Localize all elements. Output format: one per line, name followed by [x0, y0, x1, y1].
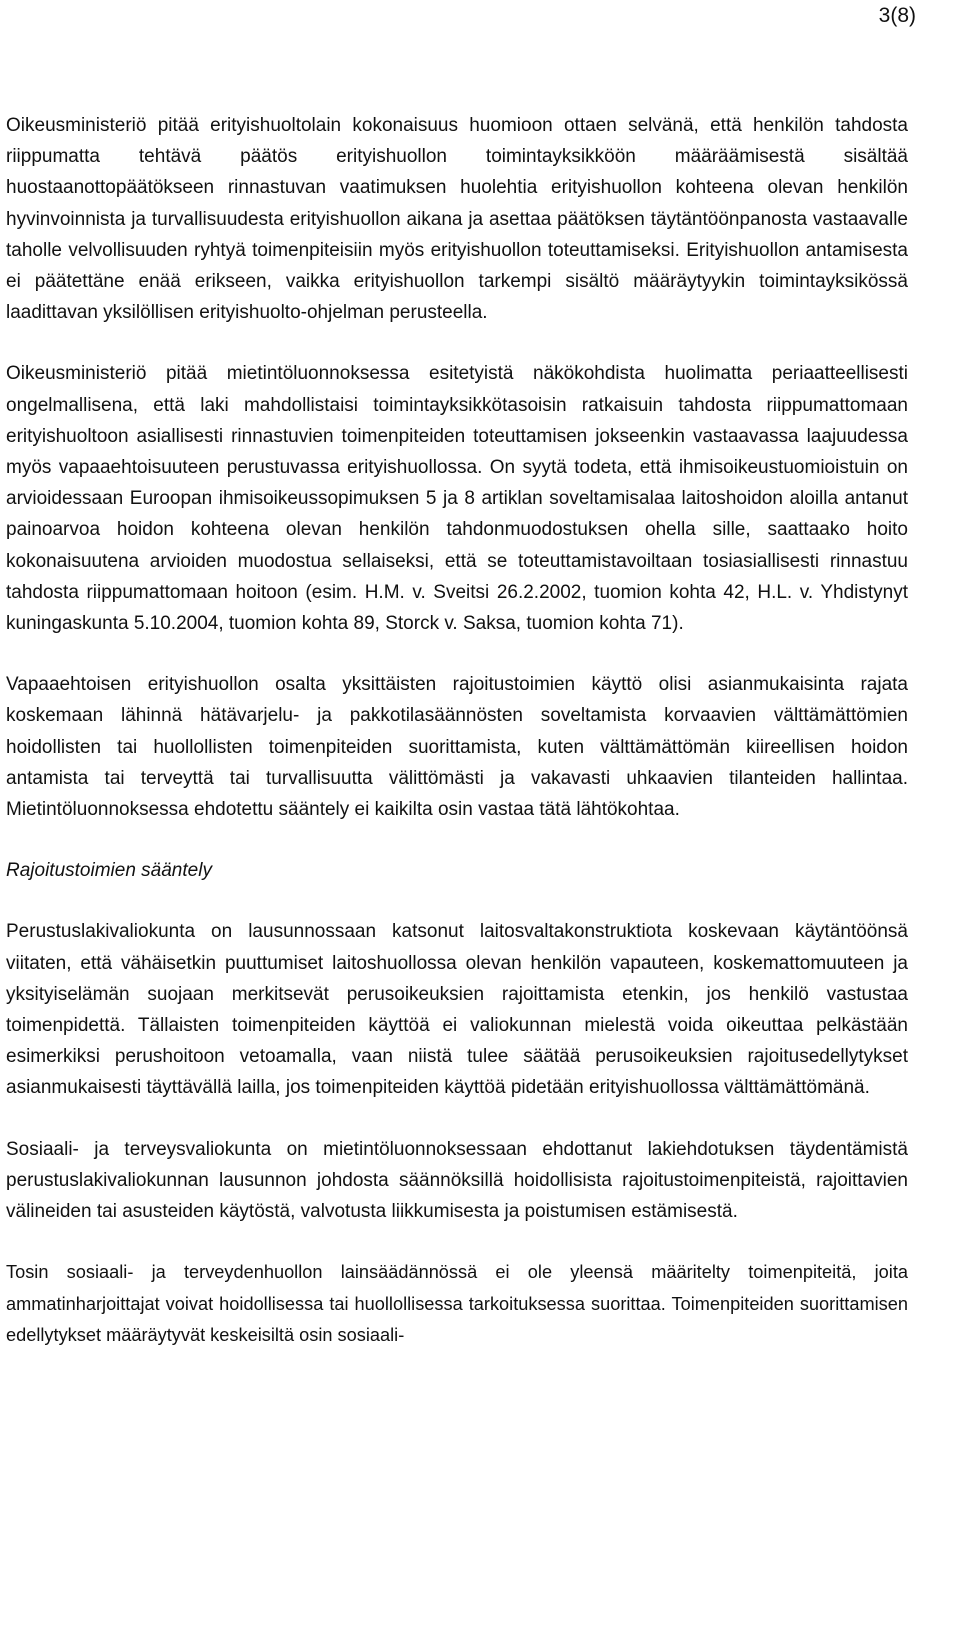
section-heading: Rajoitustoimien sääntely [6, 860, 212, 882]
paragraph-5: Sosiaali- ja terveysvaliokunta on mietintöluonnoksessaan ehdottanut lakiehdotuksen täydentämistä perustuslakivaliokunnan lausunnon johdosta säännöksillä hoidollisista rajoitustoimenpiteistä, rajoittavien välineiden tai asusteiden käytöstä, valvotusta liikkumisesta ja poistumisen estämisestä. [6, 1138, 908, 1223]
paragraph-1: Oikeusministeriö pitää erityishuoltolain kokonaisuus huomioon ottaen selvänä, että henkilön tahdosta riippumatta tehtävä päätös erityishuollon toimintayksikköön määräämisestä sisältää huostaanottopäätökseen rinnastuvan vaatimuksen huolehtia erityishuollon kohteena olevan henkilön hyvinvoinnista ja turvallisuudesta erityishuollon aikana ja asettaa päätöksen täytäntöönpanosta vastaavalle taholle velvollisuuden ryhtyä toimenpiteisiin myös erityishuollon toteuttamiseksi. Erityishuollon antamisesta ei päätettäne enää erikseen, vaikka erityishuollon tarkempi sisältö määräytyykin toimintayksikössä laadittavan yksilöllisen erityishuolto-ohjelman perusteella. [6, 115, 908, 324]
paragraph-2: Oikeusministeriö pitää mietintöluonnoksessa esitetyistä näkökohdista huolimatta periaatteellisesti ongelmallisena, että laki mahdollistaisi toimintayksikkötasoisin ratkaisuin tahdosta riippumattomaan erityishuoltoon asiallisesti rinnastuvien toimenpiteiden toteuttamisen jokseenkin vastaavassa laajuudessa myös vapaaehtoisuuteen perustuvassa erityishuollossa. On syytä todeta, että ihmisoikeustuomioistuin on arvioidessaan Euroopan ihmisoikeussopimuksen 5 ja 8 artiklan soveltamisalaa laitoshoidon aloilla antanut painoarvoa hoidon kohteena olevan henkilön tahdonmuodostuksen ohella sille, saattaako hoito kokonaisuutena arvioiden muodostua sellaiseksi, että se toteuttamistavoiltaan tosiasiallisesti rinnastuu tahdosta riippumattomaan hoitoon (esim. H.M. v. Sveitsi 26.2.2002, tuomion kohta 42, H.L. v. Yhdistynyt kuningaskunta 5.10.2004, tuomion kohta 89, Storck v. Saksa, tuomion kohta 71). [6, 363, 908, 635]
document-body [6, 110, 908, 1381]
page-number: 3(8) [878, 4, 916, 27]
paragraph-4: Perustuslakivaliokunta on lausunnossaan katsonut laitosvaltakonstruktiota koskevaan käytäntöönsä viitaten, että vähäisetkin puuttumiset laitoshuollossa olevan henkilön vapauteen, koskemattomuuteen ja yksityiselämän suojaan merkitsevät perusoikeuksien rajoittamista etenkin, jos henkilö vastustaa toimenpidettä. Tällaisten toimenpiteiden käyttöä ei valiokunnan mielestä voida oikeuttaa pelkästään esimerkiksi perushoitoon vetoamalla, vaan niistä tulee säätää perusoikeuksien rajoitusedellytykset asianmukaisesti täyttävällä lailla, jos toimenpiteiden käyttöä pidetään erityishuollossa välttämättömänä. [6, 921, 908, 1099]
paragraph-3: Vapaaehtoisen erityishuollon osalta yksittäisten rajoitustoimien käyttö olisi asianmukaisinta rajata koskemaan lähinnä hätävarjelu- ja pakkotilasäännösten soveltamista korvaavien välttämättömien hoidollisten tai huollollisten toimenpiteiden suorittamista, kuten välttämättömän kiireellisen hoidon antamista tai terveyttä tai turvallisuutta välittömästi ja vakavasti uhkaavien tilanteiden hallintaa. Mietintöluonnoksessa ehdotettu sääntely ei kaikilta osin vastaa tätä lähtökohtaa. [6, 674, 908, 821]
paragraph-6: Tosin sosiaali- ja terveydenhuollon lainsäädännössä ei ole yleensä määritelty toimenpiteitä, joita ammatinharjoittajat voivat hoidollisessa tai huollollisessa tarkoituksessa suorittaa. Toimenpiteiden suorittamisen edellytykset määräytyvät keskeisiltä osin sosiaali- [6, 1262, 908, 1345]
